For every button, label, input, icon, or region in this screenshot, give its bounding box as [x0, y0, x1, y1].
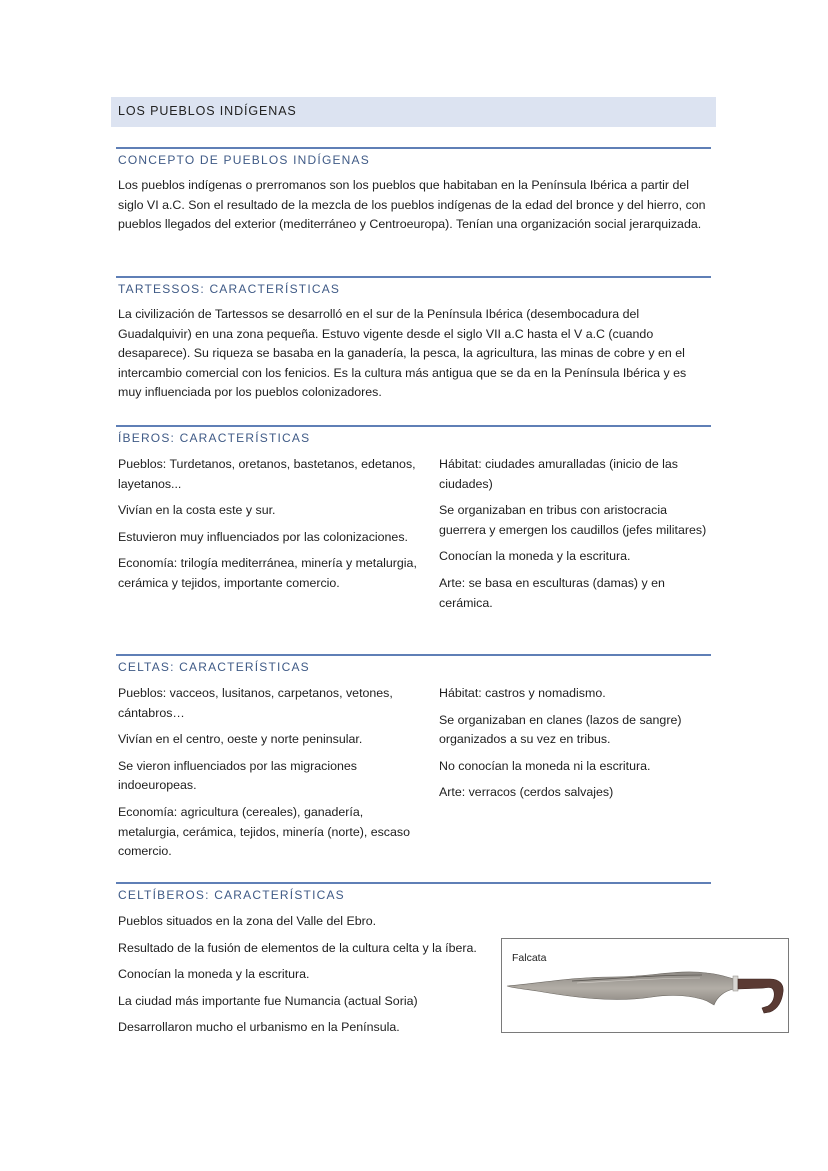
section-heading: TARTESSOS: CARACTERÍSTICAS	[118, 282, 341, 296]
section-celtas	[117, 654, 711, 864]
celtiberos-list	[118, 912, 508, 1045]
list-item: Desarrollaron mucho el urbanismo en la Península.	[118, 1020, 400, 1035]
section-heading: CELTAS: CARACTERÍSTICAS	[118, 660, 310, 674]
document-title: LOS PUEBLOS INDÍGENAS	[118, 104, 297, 118]
list-item: Pueblos situados en la zona del Valle del Ebro.	[118, 914, 377, 928]
list-item: Conocían la moneda y la escritura.	[118, 967, 310, 982]
list-item: Arte: se basa en esculturas (damas) y en cerámica.	[439, 575, 665, 610]
left-column	[118, 455, 418, 601]
section-divider	[116, 276, 711, 278]
list-item: Economía: agricultura (cereales), ganadería, metalurgia, cerámica, tejidos, minería (norte), escaso comercio.	[118, 804, 410, 859]
list-item: Se organizaban en clanes (lazos de sangre) organizados a su vez en tribus.	[439, 712, 682, 747]
section-heading: ÍBEROS: CARACTERÍSTICAS	[118, 431, 311, 445]
section-heading: CELTÍBEROS: CARACTERÍSTICAS	[118, 888, 345, 902]
list-item: Resultado de la fusión de elementos de la cultura celta y la íbera.	[118, 940, 477, 955]
section-divider	[116, 425, 711, 427]
section-tartessos	[117, 276, 711, 406]
list-item: Se vieron influenciados por las migraciones indoeuropeas.	[118, 758, 357, 793]
section-concepto	[117, 147, 711, 257]
section-divider	[116, 882, 711, 884]
list-item: No conocían la moneda ni la escritura.	[439, 758, 651, 773]
list-item: Vivían en la costa este y sur.	[118, 503, 276, 518]
right-column	[439, 455, 707, 620]
section-iberos	[117, 425, 711, 635]
list-item: Pueblos: Turdetanos, oretanos, bastetanos, edetanos, layetanos...	[118, 457, 416, 491]
list-item: Hábitat: ciudades amuralladas (inicio de las ciudades)	[439, 457, 678, 491]
list-item: Hábitat: castros y nomadismo.	[439, 686, 606, 700]
list-item: Pueblos: vacceos, lusitanos, carpetanos, vetones, cántabros…	[118, 686, 393, 720]
list-item: Economía: trilogía mediterránea, minería y metalurgia, cerámica y tejidos, importante comercio.	[118, 556, 417, 590]
section-divider	[116, 654, 711, 656]
section-divider	[116, 147, 711, 149]
section-paragraph: La civilización de Tartessos se desarrolló en el sur de la Península Ibérica (desembocadura del Guadalquivir) en una zona pequeña. Estuvo vigente desde el siglo VII a.C hasta el V a.C (cuando desaparece). Su riqueza se basaba en la ganadería, la pesca, la agricultura, las minas de cobre y en el intercambio comercial con los fenicios. Es la cultura más antigua que se da en la Península Ibérica y es muy influenciada por los pueblos colonizadores.	[118, 307, 687, 400]
section-paragraph: Los pueblos indígenas o prerromanos son los pueblos que habitaban en la Península Ibérica a partir del siglo VI a.C. Son el resultado de la mezcla de los pueblos indígenas de la edad del bronce y del hierro, con pueblos llegados del exterior (mediterráneo y Centroeuropa). Tenían una organización social jerarquizada.	[118, 178, 706, 232]
list-item: Conocían la moneda y la escritura.	[439, 549, 631, 564]
figure-caption: Falcata	[512, 952, 547, 964]
right-column	[439, 684, 707, 810]
list-item: Se organizaban en tribus con aristocracia guerrera y emergen los caudillos (jefes militares)	[439, 503, 707, 537]
section-heading: CONCEPTO DE PUEBLOS INDÍGENAS	[118, 153, 370, 167]
list-item: Vivían en el centro, oeste y norte peninsular.	[118, 732, 363, 747]
left-column	[118, 684, 418, 869]
list-item: Estuvieron muy influenciados por las colonizaciones.	[118, 529, 408, 544]
document-title-band	[111, 97, 716, 127]
list-item: La ciudad más importante fue Numancia (actual Soria)	[118, 993, 418, 1008]
falcata-figure	[501, 938, 789, 1033]
list-item: Arte: verracos (cerdos salvajes)	[439, 785, 614, 800]
